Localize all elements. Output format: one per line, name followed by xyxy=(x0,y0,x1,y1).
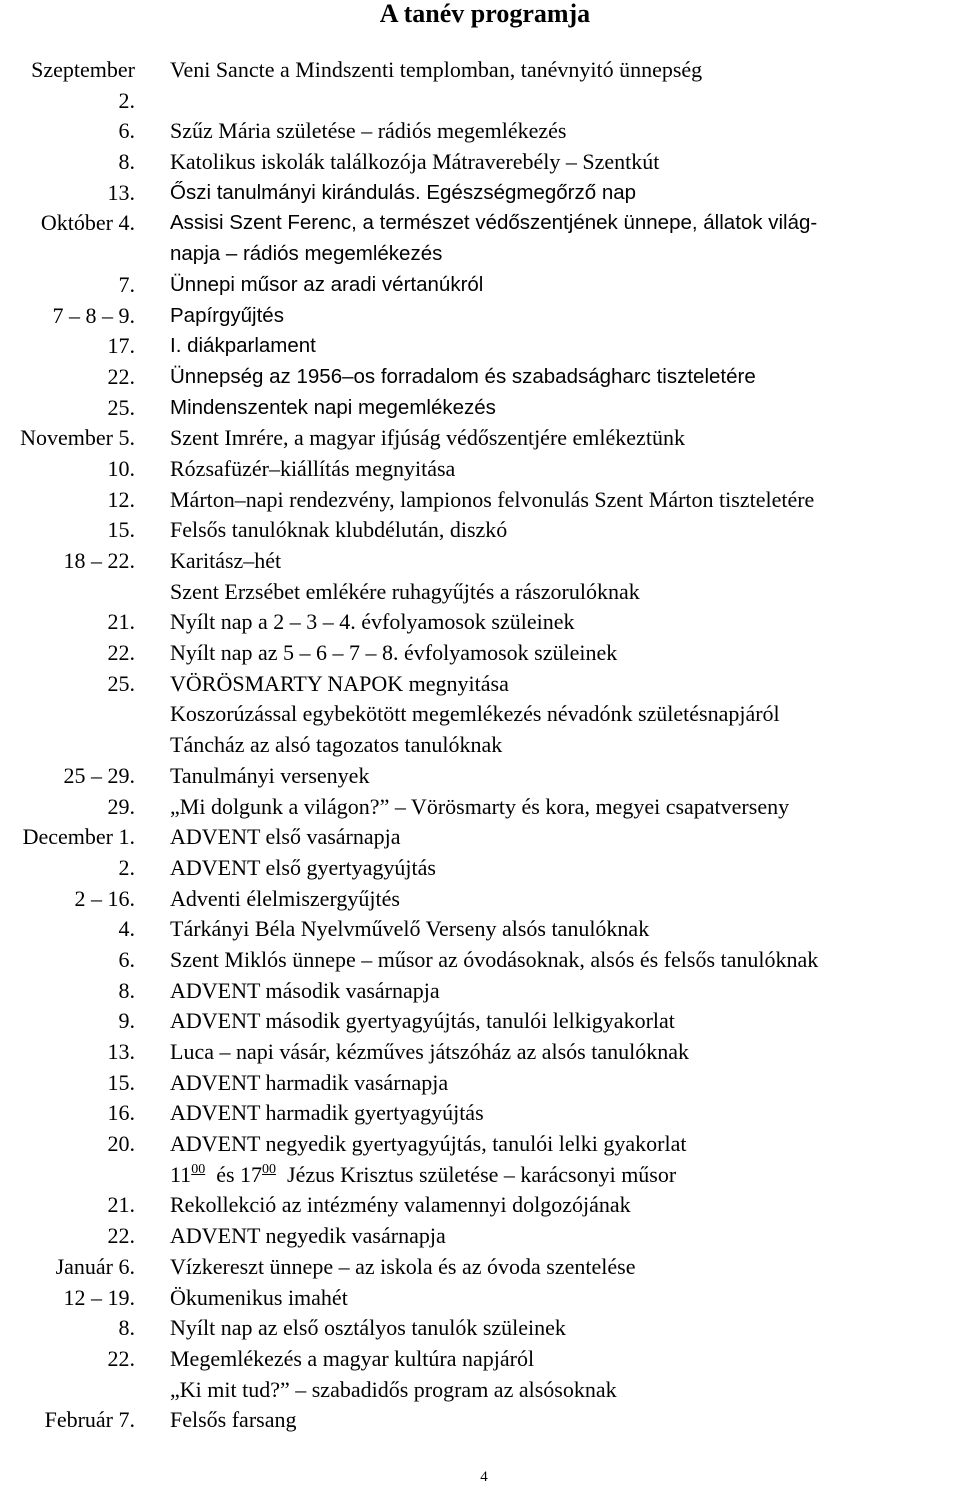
program-event: ADVENT második gyertyagyújtás, tanulói lelkigyakorlat xyxy=(170,1008,675,1034)
program-event: Ökumenikus imahét xyxy=(170,1284,348,1310)
program-date: December 1. xyxy=(22,824,135,850)
program-row xyxy=(0,853,960,884)
program-row xyxy=(0,546,960,577)
program-event: „Ki mit tud?” – szabadidős program az alsósoknak xyxy=(170,1376,617,1402)
program-date: 16. xyxy=(107,1100,135,1126)
program-row xyxy=(0,1221,960,1252)
program-date: 18 – 22. xyxy=(63,548,135,573)
program-event: Ünnepség az 1956–os forradalom és szabadságharc tiszteletére xyxy=(170,364,756,388)
program-row xyxy=(0,945,960,976)
program-event: Luca – napi vásár, kézműves játszóház az alsós tanulóknak xyxy=(170,1039,689,1064)
program-date: 22. xyxy=(107,1345,135,1371)
conjunction: és xyxy=(216,1161,235,1187)
program-event: VÖRÖSMARTY NAPOK megnyitása xyxy=(170,670,509,696)
program-date: 22. xyxy=(107,640,135,666)
program-row xyxy=(0,730,960,761)
program-date: Szeptember xyxy=(31,57,135,82)
program-row xyxy=(0,1313,960,1344)
program-date: 2. xyxy=(118,87,135,113)
program-row xyxy=(0,178,960,209)
program-date: 7. xyxy=(118,271,135,297)
program-date: November 5. xyxy=(20,425,135,451)
program-row xyxy=(0,577,960,608)
program-date: Február 7. xyxy=(44,1407,135,1433)
program-event: Őszi tanulmányi kirándulás. Egészségmegőrző nap xyxy=(170,180,637,204)
program-event: Karitász–hét xyxy=(170,548,282,573)
program-date: 2 – 16. xyxy=(74,885,135,911)
program-date: 22. xyxy=(107,363,135,389)
program-event: Adventi élelmiszergyűjtés xyxy=(170,885,400,911)
program-row xyxy=(0,1344,960,1375)
program-event: Assisi Szent Ferenc, a természet védőszentjének ünnepe, állatok világ- xyxy=(170,211,818,235)
program-row xyxy=(0,86,960,117)
program-date: 20. xyxy=(107,1131,135,1157)
program-event: Rózsafüzér–kiállítás megnyitása xyxy=(170,455,456,481)
program-event: Mindenszentek napi megemlékezés xyxy=(170,395,496,419)
program-row xyxy=(0,1252,960,1283)
program-date: 6. xyxy=(118,946,135,972)
program-event: Táncház az alsó tagozatos tanulóknak xyxy=(170,732,503,758)
program-row xyxy=(0,1068,960,1099)
time-hour: 17 xyxy=(240,1161,263,1187)
program-date: Január 6. xyxy=(55,1253,135,1279)
program-row xyxy=(0,393,960,424)
program-event: Felsős tanulóknak klubdélután, diszkó xyxy=(170,517,508,543)
program-date: 8. xyxy=(118,1315,135,1341)
program-event: Koszorúzással egybekötött megemlékezés névadónk születésnapjáról xyxy=(170,701,780,727)
program-event: Nyílt nap az első osztályos tanulók szüleinek xyxy=(170,1315,566,1341)
program-event: ADVENT negyedik vasárnapja xyxy=(170,1223,446,1249)
time-hour: 11 xyxy=(170,1161,192,1187)
program-event: Katolikus iskolák találkozója Mátraverebély – Szentkút xyxy=(170,149,660,175)
program-row xyxy=(0,1190,960,1221)
page-title: A tanév programja xyxy=(379,0,591,28)
program-event: ADVENT második vasárnapja xyxy=(170,977,440,1003)
program-date: 8. xyxy=(118,149,135,175)
program-event: Szent Imrére, a magyar ifjúság védőszentjére emlékeztünk xyxy=(170,425,685,451)
program-event: Tanulmányi versenyek xyxy=(170,762,370,788)
program-event: Felsős farsang xyxy=(170,1407,297,1433)
program-event: Megemlékezés a magyar kultúra napjáról xyxy=(170,1345,535,1371)
program-event: ADVENT negyedik gyertyagyújtás, tanulói lelki gyakorlat xyxy=(170,1131,687,1157)
program-event: napja – rádiós megemlékezés xyxy=(170,242,443,266)
program-row xyxy=(0,669,960,700)
program-row xyxy=(0,1129,960,1160)
program-date: 12 – 19. xyxy=(63,1284,135,1310)
program-row xyxy=(0,607,960,638)
program-date: 21. xyxy=(107,609,135,635)
program-row xyxy=(0,147,960,178)
program-row xyxy=(0,1405,960,1436)
program-date: 15. xyxy=(107,1069,135,1095)
program-date: 13. xyxy=(107,1039,135,1064)
program-date: 8. xyxy=(118,977,135,1003)
program-row xyxy=(0,638,960,669)
program-row xyxy=(0,515,960,546)
program-row xyxy=(0,761,960,792)
program-event: Szent Erzsébet emlékére ruhagyűjtés a rászorulóknak xyxy=(170,578,640,604)
program-event: ADVENT első vasárnapja xyxy=(170,824,401,850)
program-date: 4. xyxy=(118,916,135,942)
program-row xyxy=(0,208,960,239)
program-date: 29. xyxy=(107,793,135,819)
program-date: Október 4. xyxy=(40,210,135,236)
program-row xyxy=(0,1160,960,1191)
program-date: 15. xyxy=(107,517,135,543)
program-row xyxy=(0,884,960,915)
christmas-event xyxy=(170,1160,676,1190)
program-row xyxy=(0,1037,960,1068)
program-event: ADVENT harmadik vasárnapja xyxy=(170,1069,449,1095)
program-row xyxy=(0,301,960,332)
program-row xyxy=(0,914,960,945)
program-event: Veni Sancte a Mindszenti templomban, tanévnyitó ünnepség xyxy=(170,57,703,82)
program-row xyxy=(0,454,960,485)
program-row xyxy=(0,331,960,362)
time-minute: 00 xyxy=(262,1161,277,1177)
program-date: 9. xyxy=(118,1008,135,1034)
program-date: 6. xyxy=(118,118,135,144)
program-event: Ünnepi műsor az aradi vértanúkról xyxy=(170,272,484,296)
event-text: Jézus Krisztus születése – karácsonyi műsor xyxy=(287,1161,677,1187)
program-date: 17. xyxy=(107,333,135,359)
program-date: 12. xyxy=(107,486,135,512)
program-event: Nyílt nap az 5 – 6 – 7 – 8. évfolyamosok szüleinek xyxy=(170,640,618,666)
page-number: 4 xyxy=(480,1469,488,1485)
program-event: Nyílt nap a 2 – 3 – 4. évfolyamosok szüleinek xyxy=(170,609,575,635)
program-event: Papírgyűjtés xyxy=(170,303,284,327)
program-row xyxy=(0,1375,960,1406)
program-row xyxy=(0,792,960,823)
program-event: Rekollekció az intézmény valamennyi dolgozójának xyxy=(170,1192,631,1218)
program-event: Vízkereszt ünnepe – az iskola és az óvoda szentelése xyxy=(170,1253,636,1279)
program-date: 25. xyxy=(107,670,135,696)
program-row xyxy=(0,822,960,853)
program-date: 7 – 8 – 9. xyxy=(52,302,135,328)
program-row xyxy=(0,1006,960,1037)
program-row xyxy=(0,423,960,454)
program-row xyxy=(0,485,960,516)
program-row xyxy=(0,1098,960,1129)
program-event: I. diákparlament xyxy=(170,334,316,358)
program-row xyxy=(0,55,960,86)
program-row xyxy=(0,976,960,1007)
program-event: ADVENT első gyertyagyújtás xyxy=(170,854,436,880)
program-row xyxy=(0,116,960,147)
time-minute: 00 xyxy=(191,1161,206,1177)
program-date: 25 – 29. xyxy=(63,762,135,788)
program-event: Márton–napi rendezvény, lampionos felvonulás Szent Márton tiszteletére xyxy=(170,486,815,512)
program-row xyxy=(0,270,960,301)
program-event: ADVENT harmadik gyertyagyújtás xyxy=(170,1100,484,1126)
program-date: 10. xyxy=(107,455,135,481)
program-row xyxy=(0,1283,960,1314)
program-date: 13. xyxy=(107,179,135,205)
program-row xyxy=(0,239,960,270)
program-row xyxy=(0,699,960,730)
program-date: 22. xyxy=(107,1223,135,1249)
program-list xyxy=(0,55,960,1436)
program-date: 25. xyxy=(107,394,135,420)
program-date: 21. xyxy=(107,1192,135,1218)
program-date: 2. xyxy=(118,854,135,880)
program-event: Tárkányi Béla Nyelvművelő Verseny alsós tanulóknak xyxy=(170,916,650,942)
program-row xyxy=(0,362,960,393)
program-event: „Mi dolgunk a világon?” – Vörösmarty és kora, megyei csapatverseny xyxy=(170,793,790,819)
program-event: Szent Miklós ünnepe – műsor az óvodásoknak, alsós és felsős tanulóknak xyxy=(170,946,819,972)
program-event: Szűz Mária születése – rádiós megemlékezés xyxy=(170,118,567,144)
